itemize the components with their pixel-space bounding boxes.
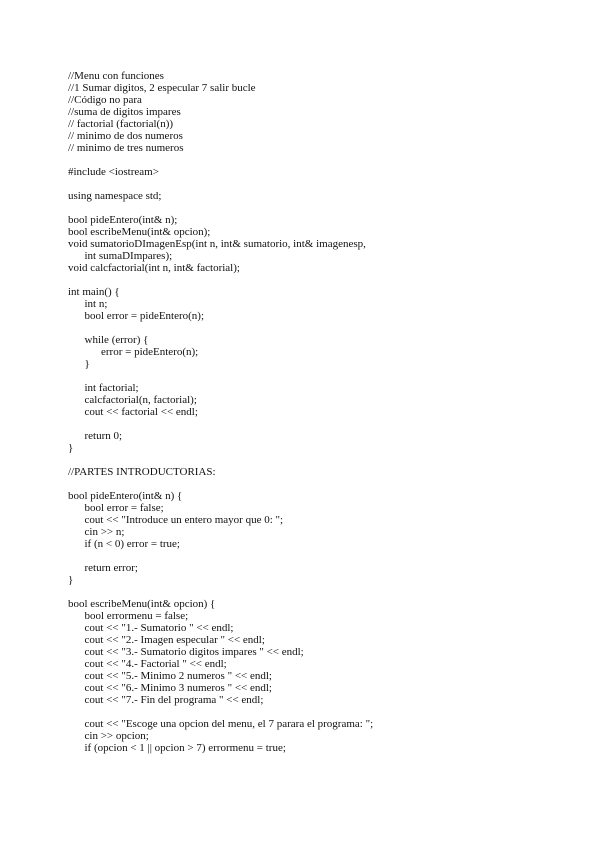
code-line: bool escribeMenu(int& opcion) { (68, 598, 216, 610)
code-line: //PARTES INTRODUCTORIAS: (68, 466, 216, 478)
code-line: if (n < 0) error = true; (68, 538, 180, 550)
code-line (68, 202, 373, 214)
code-line: void sumatorioDImagenEsp(int n, int& sumatorio, int& imagenesp, (68, 238, 366, 250)
code-line: if (opcion < 1 || opcion > 7) errormenu = true; (68, 742, 286, 754)
code-line: int main() { (68, 286, 120, 298)
code-line: cout << "5.- Minimo 2 numeros " << endl; (68, 670, 272, 682)
code-line (68, 274, 373, 286)
code-line: } (68, 358, 90, 370)
code-line: cout << "4.- Factorial " << endl; (68, 658, 227, 670)
code-line (68, 454, 373, 466)
code-line: int sumaDImpares); (68, 250, 173, 262)
code-line: //Código no para (68, 94, 142, 106)
code-line (68, 550, 373, 562)
code-line: bool pideEntero(int& n); (68, 214, 178, 226)
code-line: // minimo de tres numeros (68, 142, 184, 154)
code-line: // factorial (factorial(n)) (68, 118, 174, 130)
code-line: //1 Sumar digitos, 2 especular 7 salir bucle (68, 82, 256, 94)
code-line: cout << "Introduce un entero mayor que 0: "; (68, 514, 284, 526)
code-line: bool errormenu = false; (68, 610, 189, 622)
code-line (68, 586, 373, 598)
code-line: cout << "1.- Sumatorio " << endl; (68, 622, 234, 634)
code-line: bool error = false; (68, 502, 164, 514)
code-line (68, 322, 373, 334)
code-line: cout << "7.- Fin del programa " << endl; (68, 694, 264, 706)
code-line (68, 154, 373, 166)
code-line: int factorial; (68, 382, 139, 394)
code-line: //suma de digitos impares (68, 106, 181, 118)
code-line: } (68, 442, 74, 454)
code-line: cout << "Escoge una opcion del menu, el 7 parara el programa: "; (68, 718, 374, 730)
code-line: cout << "3.- Sumatorio digitos impares " << endl; (68, 646, 304, 658)
code-line (68, 418, 373, 430)
code-line (68, 706, 373, 718)
code-line (68, 178, 373, 190)
code-line: cin >> opcion; (68, 730, 149, 742)
code-line: calcfactorial(n, factorial); (68, 394, 197, 406)
code-line: bool error = pideEntero(n); (68, 310, 205, 322)
code-line (68, 478, 373, 490)
code-line: return error; (68, 562, 138, 574)
code-line: return 0; (68, 430, 123, 442)
code-line: using namespace std; (68, 190, 162, 202)
code-line: bool escribeMenu(int& opcion); (68, 226, 211, 238)
code-line: void calcfactorial(int n, int& factorial); (68, 262, 240, 274)
code-line: cin >> n; (68, 526, 125, 538)
code-line: cout << factorial << endl; (68, 406, 198, 418)
code-line: // minimo de dos numeros (68, 130, 183, 142)
code-line: cout << "2.- Imagen especular " << endl; (68, 634, 265, 646)
code-line: error = pideEntero(n); (68, 346, 199, 358)
code-line: int n; (68, 298, 108, 310)
code-line: } (68, 574, 74, 586)
code-line: while (error) { (68, 334, 149, 346)
code-line (68, 370, 373, 382)
code-line: bool pideEntero(int& n) { (68, 490, 183, 502)
code-listing (68, 70, 373, 754)
code-line: //Menu con funciones (68, 70, 164, 82)
code-line: #include <iostream> (68, 166, 159, 178)
code-line: cout << "6.- Minimo 3 numeros " << endl; (68, 682, 272, 694)
